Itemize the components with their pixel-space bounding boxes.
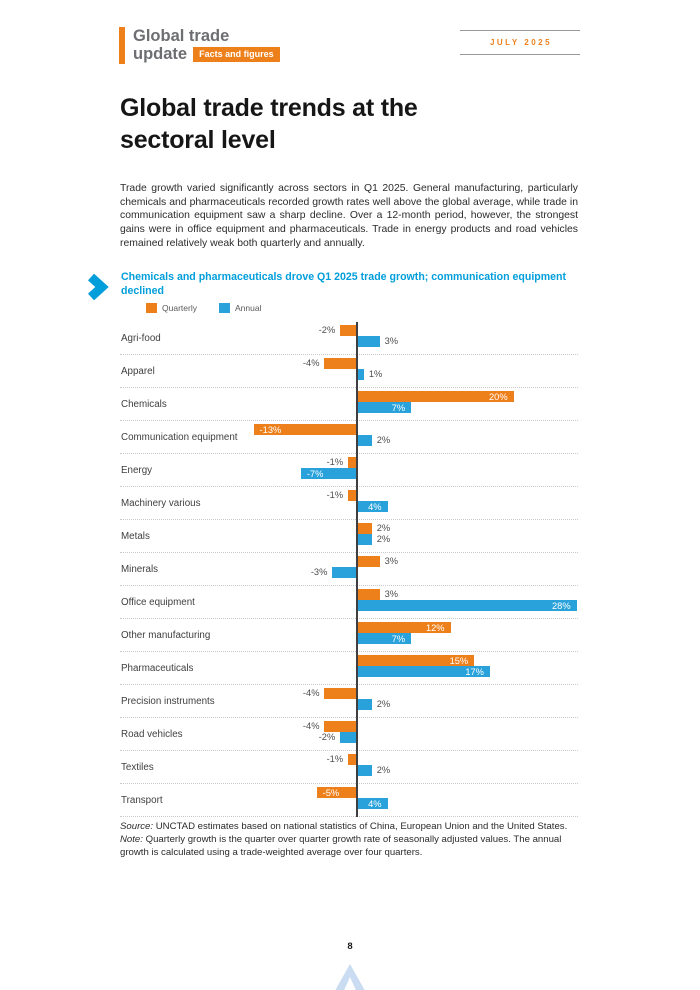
bar-value-label: -7% (306, 468, 324, 479)
sector-label: Transport (121, 795, 163, 806)
masthead (119, 27, 280, 64)
note-label: Note: (120, 833, 143, 845)
figure-notes (120, 821, 582, 860)
quarterly-bar (356, 556, 380, 567)
quarterly-bar (348, 490, 356, 501)
chart-row (120, 487, 578, 520)
bar-value-label: -4% (302, 358, 320, 368)
chart-row (120, 619, 578, 652)
brand-wordmark (133, 27, 280, 64)
bar-value-label: 4% (368, 798, 382, 809)
quarterly-bar (356, 589, 380, 600)
sector-label: Textiles (121, 762, 154, 773)
chart-row (120, 553, 578, 586)
source-label: Source: (120, 821, 154, 832)
bar-value-label: 4% (368, 501, 382, 512)
chart-legend (146, 303, 261, 313)
sector-label: Apparel (121, 366, 155, 377)
chart-row (120, 520, 578, 553)
quarterly-bar (348, 457, 356, 468)
sector-label: Communication equipment (121, 432, 238, 443)
bar-value-label: 17% (465, 666, 484, 677)
legend-item-quarterly (146, 303, 197, 313)
quarterly-bar (356, 391, 514, 402)
annual-bar (332, 567, 356, 578)
unctad-chevron-logo (332, 964, 368, 990)
bar-chart (120, 322, 578, 817)
annual-bar (356, 435, 372, 446)
intro-paragraph: Trade growth varied significantly across sectors in Q1 2025. General manufacturing, particularly chemicals and pharmaceuticals recorded growth rates well above the global average, while trade in communication equipment saw a sharp decline. Over a 12-month period, however, the strongest gains were in office equipment and pharmaceuticals. Trade in energy products and road vehicles remained relatively weak both quarterly and annually. (120, 183, 578, 249)
quarterly-bar (340, 325, 356, 336)
annual-bar (356, 666, 490, 677)
annual-bar (301, 468, 356, 479)
note-text: Quarterly growth is the quarter over quarter growth rate of seasonally adjusted values. The annual growth is calculated using a trade-weighted average over four quarters. (120, 833, 562, 858)
sector-label: Precision instruments (121, 696, 215, 707)
legend-item-annual (219, 303, 261, 313)
bar-value-label: -3% (310, 567, 328, 577)
bar-value-label: -1% (326, 490, 344, 500)
bar-value-label: 1% (368, 369, 383, 379)
annual-bar (356, 765, 372, 776)
chart-row (120, 685, 578, 718)
bar-value-label: -1% (326, 754, 344, 764)
chart-row (120, 322, 578, 355)
quarterly-bar (356, 655, 474, 666)
sector-label: Pharmaceuticals (121, 663, 194, 674)
sector-label: Other manufacturing (121, 630, 211, 641)
quarterly-bar (324, 358, 356, 369)
issue-date: JULY 2025 (489, 38, 553, 47)
brand-line2: update (133, 45, 188, 64)
annual-bar (356, 534, 372, 545)
sector-label: Chemicals (121, 399, 167, 410)
annual-bar (356, 336, 380, 347)
quarterly-bar (254, 424, 356, 435)
legend-label-quarterly: Quarterly (162, 303, 197, 313)
bar-value-label: -1% (326, 457, 344, 467)
page-number: 8 (347, 941, 353, 952)
chart-row (120, 718, 578, 751)
quarterly-bar (324, 688, 356, 699)
brand-accent-bar (119, 27, 125, 64)
bar-value-label: 7% (391, 402, 406, 413)
sector-label: Road vehicles (121, 729, 183, 740)
bar-value-label: 2% (376, 435, 391, 445)
annual-bar (356, 633, 411, 644)
chart-row (120, 784, 578, 817)
quarterly-bar (356, 622, 451, 633)
page-title: Global trade trends at the sectoral level (120, 94, 418, 154)
bar-value-label: -2% (318, 732, 336, 742)
chart-row (120, 586, 578, 619)
quarterly-swatch (146, 303, 157, 313)
annual-bar (340, 732, 356, 743)
bar-value-label: -2% (318, 325, 336, 335)
figure-heading: Chemicals and pharmaceuticals drove Q1 2025 trade growth; communication equipment declined (121, 271, 567, 298)
brand-badge: Facts and figures (193, 47, 280, 62)
chart-row (120, 388, 578, 421)
bar-value-label: -4% (302, 721, 320, 731)
chart-row (120, 652, 578, 685)
bar-value-label: 15% (449, 655, 469, 666)
bar-value-label: 28% (552, 600, 571, 611)
bar-value-label: 2% (376, 523, 391, 533)
annual-bar (356, 501, 388, 512)
annual-bar (356, 699, 372, 710)
annual-bar (356, 798, 388, 809)
sector-label: Metals (121, 531, 150, 542)
bar-value-label: 2% (376, 699, 391, 709)
quarterly-bar (317, 787, 356, 798)
sector-label: Energy (121, 465, 153, 476)
source-text: UNCTAD estimates based on national statistics of China, European Union and the United States. (153, 821, 568, 832)
annual-swatch (219, 303, 230, 313)
chart-row (120, 454, 578, 487)
issue-rule-bottom (460, 54, 580, 55)
sector-label: Minerals (121, 564, 159, 575)
bar-value-label: 3% (384, 589, 399, 599)
bar-value-label: 3% (384, 336, 399, 346)
chart-row (120, 751, 578, 784)
zero-axis-line (356, 322, 358, 817)
bar-value-label: 2% (376, 765, 391, 775)
bar-value-label: 12% (425, 622, 445, 633)
quarterly-bar (356, 523, 372, 534)
chevron-right-icon (87, 274, 111, 300)
bar-value-label: -4% (302, 688, 320, 698)
sector-label: Agri-food (121, 333, 161, 344)
sector-label: Office equipment (121, 597, 195, 608)
bar-value-label: 3% (384, 556, 399, 566)
sector-label: Machinery various (121, 498, 201, 509)
quarterly-bar (324, 721, 356, 732)
legend-label-annual: Annual (234, 303, 262, 313)
issue-date-block (460, 30, 580, 55)
bar-value-label: 2% (376, 534, 391, 544)
chart-row (120, 355, 578, 388)
bar-value-label: 20% (488, 391, 508, 402)
bar-value-label: 7% (391, 633, 406, 644)
chart-row (120, 421, 578, 454)
quarterly-bar (348, 754, 356, 765)
annual-bar (356, 600, 577, 611)
bar-value-label: -5% (322, 787, 340, 798)
annual-bar (356, 402, 411, 413)
brand-line1: Global trade (133, 27, 230, 45)
bar-value-label: -13% (259, 424, 282, 435)
